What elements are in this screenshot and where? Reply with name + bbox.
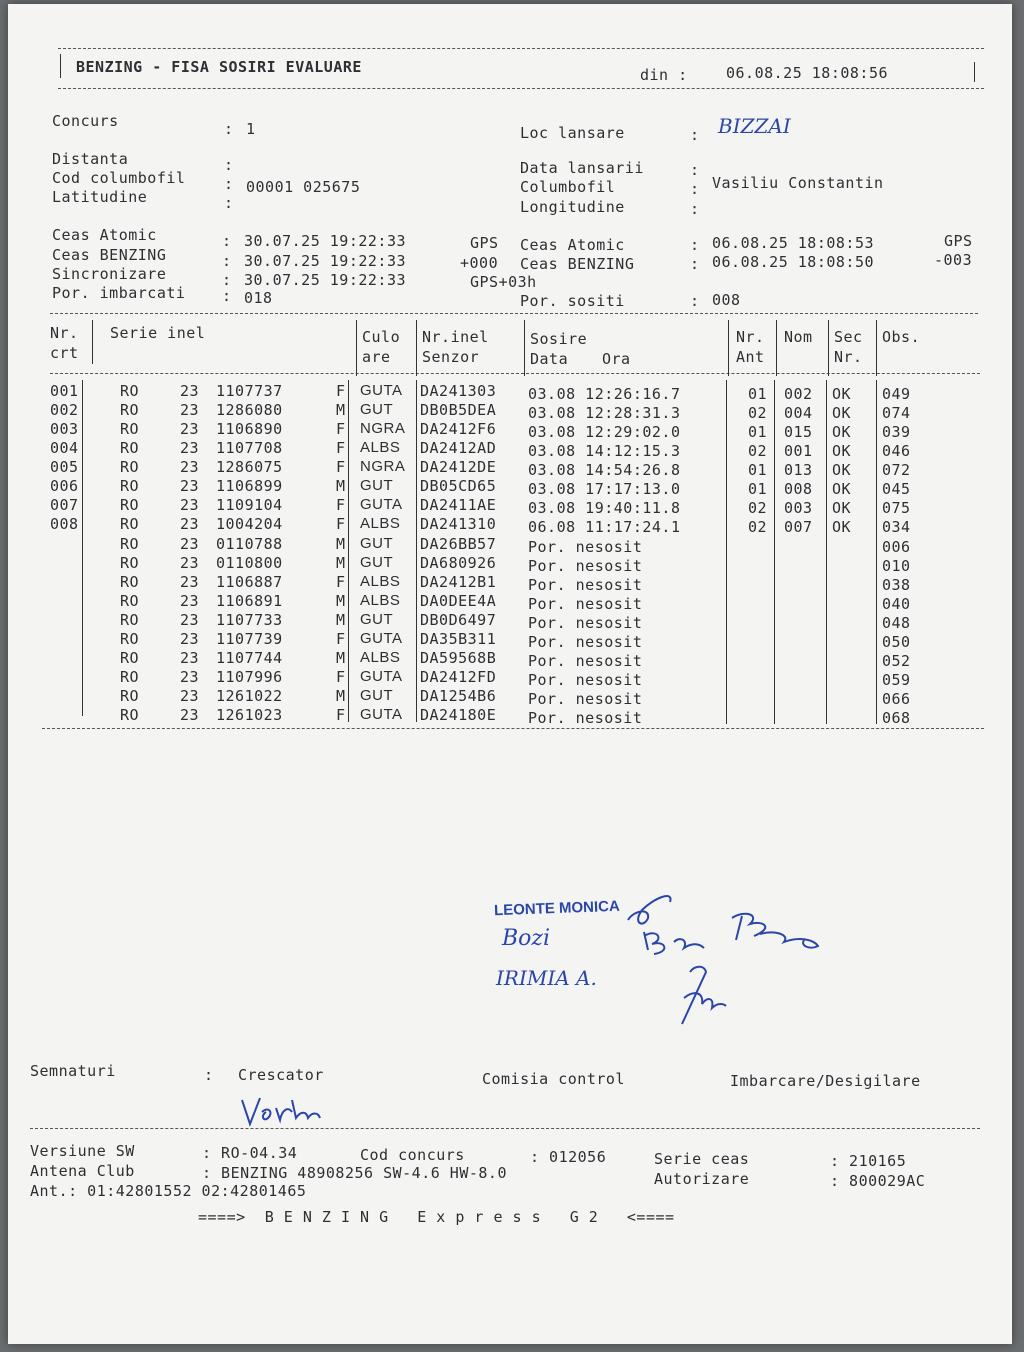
cell-inel: 1106899 [216,477,283,495]
header-bottom-rule [58,88,984,89]
cell-culoare: ALBS [360,515,401,532]
cell-inel: 1107996 [216,668,283,686]
cell-inel: 1107708 [216,439,283,457]
cell-sex: M [336,592,346,610]
cell-tara: RO [120,668,140,686]
header-culoare-1: Culo [362,328,401,346]
cell-nom: 003 [784,499,813,517]
cell-sosire: Por. nesosit [528,633,643,651]
cell-nom: 001 [784,442,813,460]
cell-senzor: DA2412DE [420,458,497,476]
columbofil-sep: : [690,180,700,198]
cell-ant: 01 [748,480,768,498]
cell-culoare: NGRA [360,458,406,475]
ceas-atomic-start-sep: : [222,232,232,250]
cell-an: 23 [180,668,200,686]
cell-inel: 0110800 [216,554,283,572]
cell-tara: RO [120,401,140,419]
cell-culoare: GUTA [360,382,403,399]
cell-inel: 1107744 [216,649,283,667]
ceas-benzing-end-suffix: -003 [934,251,973,269]
cell-culoare: GUT [360,611,394,628]
ceas-atomic-start-suffix: GPS [470,234,499,252]
cell-obs: 052 [882,652,911,670]
cell-sosire: 03.08 14:12:15.3 [528,442,681,460]
cell-sosire: Por. nesosit [528,671,643,689]
cell-tara: RO [120,382,140,400]
ceas-benzing-end-value: 06.08.25 18:08:50 [712,253,875,271]
cell-ant: 01 [748,461,768,479]
ceas-atomic-end-label: Ceas Atomic [520,236,625,254]
cell-obs: 050 [882,633,911,651]
col-rule-ant-header [776,320,777,376]
cell-an: 23 [180,535,200,553]
ceas-benzing-start-value: 30.07.25 19:22:33 [244,252,407,270]
header-din-label: din : [640,66,688,84]
cell-senzor: DA2412F6 [420,420,497,438]
cell-sosire: 06.08 11:17:24.1 [528,518,681,536]
cell-inel: 1004204 [216,515,283,533]
cell-sosire: 03.08 12:29:02.0 [528,423,681,441]
table-header-rule [50,373,980,374]
cell-senzor: DB0B5DEA [420,401,497,419]
cell-inel: 0110788 [216,535,283,553]
cell-senzor: DB05CD65 [420,477,497,495]
cell-tara: RO [120,687,140,705]
cell-an: 23 [180,439,200,457]
cell-obs: 068 [882,709,911,727]
por-sositi-label: Por. sositi [520,292,625,310]
cell-culoare: NGRA [360,420,406,437]
cell-inel: 1261022 [216,687,283,705]
cell-senzor: DA2411AE [420,496,497,514]
cell-sex: F [336,706,346,724]
cell-sec: OK [832,499,852,517]
cell-ant: 02 [748,499,768,517]
cell-an: 23 [180,496,200,514]
cell-nom: 002 [784,385,813,403]
cell-sosire: Por. nesosit [528,709,643,727]
cell-an: 23 [180,706,200,724]
serie-ceas-label: Serie ceas [654,1150,750,1168]
header-nr: Nr. [50,324,79,342]
cell-culoare: GUTA [360,668,403,685]
cell-inel: 1107737 [216,382,283,400]
cell-obs: 059 [882,671,911,689]
header-top-rule [58,48,984,49]
col-rule-sec [876,380,877,724]
cod-columbofil-value: 00001 025675 [246,178,361,196]
sincronizare-suffix: GPS+03h [470,273,537,291]
cell-senzor: DA24180E [420,706,497,724]
cell-sosire: 03.08 19:40:11.8 [528,499,681,517]
semnaturi-sep: : [204,1066,214,1084]
col-rule-nr [82,380,83,716]
distanta-sep: : [224,156,234,174]
cell-sec: OK [832,461,852,479]
cell-culoare: GUT [360,535,394,552]
comisia-control-label: Comisia control [482,1070,625,1088]
cell-senzor: DB0D6497 [420,611,497,629]
ceas-atomic-end-value: 06.08.25 18:08:53 [712,234,875,252]
cell-obs: 045 [882,480,911,498]
cell-culoare: GUTA [360,706,403,723]
handwritten-line-1: Bozi [502,926,551,951]
ceas-benzing-start-sep: : [222,252,232,270]
longitudine-sep: : [690,200,700,218]
cell-tara: RO [120,477,140,495]
cell-ant: 02 [748,442,768,460]
cell-obs: 010 [882,557,911,575]
cell-senzor: DA35B311 [420,630,497,648]
col-rule-sosire-header [728,320,729,376]
header-nr-inel: Nr.inel [422,328,489,346]
table-bottom-rule [42,728,984,729]
stamp-name: LEONTE MONICA [493,897,621,920]
col-rule-sosire [726,380,727,724]
cell-ant: 02 [748,404,768,422]
handwritten-line-2: IRIMIA A. [496,966,597,990]
loc-lansare-label: Loc lansare [520,124,625,142]
cell-nr: 005 [50,458,79,476]
cell-nom: 015 [784,423,813,441]
cell-sex: M [336,554,346,572]
cell-senzor: DA2412B1 [420,573,497,591]
cell-sosire: Por. nesosit [528,576,643,594]
ceas-benzing-start-label: Ceas BENZING [52,246,167,264]
por-imbarcati-value: 018 [244,289,273,307]
cell-senzor: DA59568B [420,649,497,667]
por-sositi-sep: : [690,292,700,310]
cell-sex: M [336,401,346,419]
cell-sosire: Por. nesosit [528,557,643,575]
header-right-bar [974,62,975,82]
signature-scribbles [614,880,844,1030]
cell-tara: RO [120,706,140,724]
cell-culoare: GUT [360,554,394,571]
col-rule-nr-header [92,320,93,364]
cell-culoare: ALBS [360,649,401,666]
cell-sosire: 03.08 14:54:26.8 [528,461,681,479]
header-nr-ant-1: Nr. [736,328,765,346]
cell-ant: 01 [748,423,768,441]
ceas-benzing-end-label: Ceas BENZING [520,255,635,273]
document-title: BENZING - FISA SOSIRI EVALUARE [76,58,362,76]
antena-club-value: : BENZING 48908256 SW-4.6 HW-8.0 [202,1164,507,1182]
cell-nr: 008 [50,515,79,533]
header-obs: Obs. [882,328,921,346]
cod-columbofil-label: Cod columbofil [52,169,186,187]
cell-obs: 049 [882,385,911,403]
header-nr-ant-2: Ant [736,348,765,366]
cell-sex: F [336,458,346,476]
cell-sosire: Por. nesosit [528,652,643,670]
cell-obs: 046 [882,442,911,460]
cell-sex: F [336,496,346,514]
cell-obs: 048 [882,614,911,632]
header-left-bar [60,54,61,78]
cell-nom: 007 [784,518,813,536]
col-rule-nom [826,380,827,724]
cell-an: 23 [180,592,200,610]
cell-tara: RO [120,630,140,648]
cell-culoare: ALBS [360,592,401,609]
cell-nr: 001 [50,382,79,400]
columbofil-label: Columbofil [520,178,616,196]
col-rule-serie-header [356,320,357,376]
cell-an: 23 [180,687,200,705]
cell-nr: 007 [50,496,79,514]
col-rule-culoare [416,380,417,722]
latitudine-label: Latitudine [52,188,148,206]
cell-sosire: Por. nesosit [528,614,643,632]
cell-obs: 066 [882,690,911,708]
cell-senzor: DA680926 [420,554,497,572]
cell-sec: OK [832,423,852,441]
cell-an: 23 [180,573,200,591]
cell-sex: M [336,687,346,705]
cell-senzor: DA0DEE4A [420,592,497,610]
ceas-benzing-end-sep: : [690,255,700,273]
col-rule-ant [774,380,775,724]
ceas-benzing-start-suffix: +000 [460,254,499,272]
concurs-sep: : [224,120,234,138]
cell-an: 23 [180,630,200,648]
concurs-value: 1 [246,120,256,138]
cell-culoare: ALBS [360,573,401,590]
sincronizare-sep: : [222,271,232,289]
loc-lansare-handwritten: BIZZAI [718,114,791,138]
header-sec-1: Sec [834,328,863,346]
header-sosire: Sosire [530,330,588,348]
cell-obs: 075 [882,499,911,517]
ceas-atomic-start-label: Ceas Atomic [52,226,157,244]
cell-culoare: GUT [360,687,394,704]
por-imbarcati-sep: : [222,287,232,305]
cell-senzor: DA2412FD [420,668,497,686]
cell-tara: RO [120,515,140,533]
cell-culoare: ALBS [360,439,401,456]
cell-an: 23 [180,477,200,495]
cell-inel: 1106891 [216,592,283,610]
cell-inel: 1109104 [216,496,283,514]
cell-sosire: Por. nesosit [528,538,643,556]
cell-sec: OK [832,404,852,422]
data-lansarii-sep: : [690,161,700,179]
cell-obs: 034 [882,518,911,536]
cell-tara: RO [120,611,140,629]
cell-senzor: DA241303 [420,382,497,400]
cell-sex: M [336,611,346,629]
cell-obs: 038 [882,576,911,594]
header-culoare-2: are [362,348,391,366]
cell-inel: 1107739 [216,630,283,648]
cell-sec: OK [832,518,852,536]
cell-an: 23 [180,382,200,400]
cell-sex: F [336,515,346,533]
col-rule-senzor-header [524,320,525,376]
distanta-label: Distanta [52,150,129,168]
cell-culoare: GUTA [360,496,403,513]
cell-nom: 008 [784,480,813,498]
cell-an: 23 [180,554,200,572]
header-sec-2: Nr. [834,348,863,366]
header-crt: crt [50,344,79,362]
cell-senzor: DA241310 [420,515,497,533]
cell-an: 23 [180,649,200,667]
cell-nom: 004 [784,404,813,422]
col-rule-nom-header [828,320,829,376]
cell-culoare: GUT [360,401,394,418]
sincronizare-label: Sincronizare [52,265,167,283]
cell-obs: 074 [882,404,911,422]
cell-sosire: Por. nesosit [528,595,643,613]
versiune-sw-label: Versiune SW [30,1142,135,1160]
crescator-label: Crescator [238,1066,324,1084]
concurs-label: Concurs [52,112,119,130]
cell-sex: M [336,535,346,553]
autorizare-value: : 800029AC [830,1172,926,1190]
cell-sosire: 03.08 12:28:31.3 [528,404,681,422]
header-nom: Nom [784,328,813,346]
cell-sex: F [336,439,346,457]
columbofil-value: Vasiliu Constantin [712,174,884,192]
header-datetime: 06.08.25 18:08:56 [726,64,889,82]
imbarcare-label: Imbarcare/Desigilare [730,1072,921,1090]
document-sheet [8,4,1012,1344]
cell-tara: RO [120,458,140,476]
cell-sosire: 03.08 12:26:16.7 [528,385,681,403]
cell-an: 23 [180,611,200,629]
cell-senzor: DA26BB57 [420,535,497,553]
cell-inel: 1261023 [216,706,283,724]
ceas-atomic-start-value: 30.07.25 19:22:33 [244,232,407,250]
serie-ceas-value: : 210165 [830,1152,907,1170]
cell-culoare: GUTA [360,630,403,647]
benzing-banner: ====> B E N Z I N G E x p r e s s G 2 <==== [198,1208,675,1226]
cell-senzor: DA1254B6 [420,687,497,705]
cell-nom: 013 [784,461,813,479]
antena-club-label: Antena Club [30,1162,135,1180]
cell-sec: OK [832,385,852,403]
versiune-sw-value: : RO-04.34 [202,1144,298,1162]
cell-ant: 02 [748,518,768,536]
por-imbarcati-label: Por. imbarcati [52,284,186,302]
cell-senzor: DA2412AD [420,439,497,457]
cell-inel: 1286080 [216,401,283,419]
cell-tara: RO [120,573,140,591]
autorizare-label: Autorizare [654,1170,750,1188]
cell-tara: RO [120,496,140,514]
cell-an: 23 [180,458,200,476]
cod-concurs-value: : 012056 [530,1148,607,1166]
cell-tara: RO [120,649,140,667]
cell-nr: 002 [50,401,79,419]
col-rule-sec-header [876,320,877,376]
cell-obs: 006 [882,538,911,556]
cell-an: 23 [180,420,200,438]
cell-tara: RO [120,420,140,438]
cell-sec: OK [832,442,852,460]
cell-tara: RO [120,592,140,610]
cell-obs: 072 [882,461,911,479]
cell-sex: F [336,382,346,400]
header-sosire-ora: Ora [602,350,631,368]
cell-inel: 1106887 [216,573,283,591]
cell-nr: 003 [50,420,79,438]
cell-nr: 006 [50,477,79,495]
cell-sex: M [336,477,346,495]
ant-line: Ant.: 01:42801552 02:42801465 [30,1182,307,1200]
cell-an: 23 [180,515,200,533]
cell-tara: RO [120,554,140,572]
cell-an: 23 [180,401,200,419]
sincronizare-value: 30.07.25 19:22:33 [244,271,407,289]
cell-inel: 1107733 [216,611,283,629]
cell-tara: RO [120,439,140,457]
longitudine-label: Longitudine [520,198,625,216]
cell-obs: 039 [882,423,911,441]
cell-sosire: 03.08 17:17:13.0 [528,480,681,498]
cod-concurs-label: Cod concurs [360,1146,465,1164]
latitudine-sep: : [224,194,234,212]
cod-columbofil-sep: : [224,175,234,193]
loc-lansare-sep: : [690,126,700,144]
por-sositi-value: 008 [712,291,741,309]
cell-obs: 040 [882,595,911,613]
cell-sec: OK [832,480,852,498]
semnaturi-label: Semnaturi [30,1062,116,1080]
footer-top-rule [30,1128,980,1129]
cell-inel: 1106890 [216,420,283,438]
header-senzor: Senzor [422,348,480,366]
cell-tara: RO [120,535,140,553]
col-rule-sex [348,380,349,722]
ceas-atomic-end-suffix: GPS [944,232,973,250]
cell-sosire: Por. nesosit [528,690,643,708]
col-rule-culoare-header [416,320,417,376]
cell-ant: 01 [748,385,768,403]
data-lansarii-label: Data lansarii [520,159,644,177]
cell-culoare: GUT [360,477,394,494]
crescator-signature [238,1090,328,1130]
cell-nr: 004 [50,439,79,457]
cell-inel: 1286075 [216,458,283,476]
cell-sex: F [336,668,346,686]
cell-sex: F [336,420,346,438]
ceas-atomic-end-sep: : [690,236,700,254]
cell-sex: F [336,573,346,591]
table-top-rule [50,313,978,314]
header-serie-inel: Serie inel [110,324,206,342]
header-sosire-data: Data [530,350,569,368]
cell-sex: M [336,649,346,667]
cell-sex: F [336,630,346,648]
